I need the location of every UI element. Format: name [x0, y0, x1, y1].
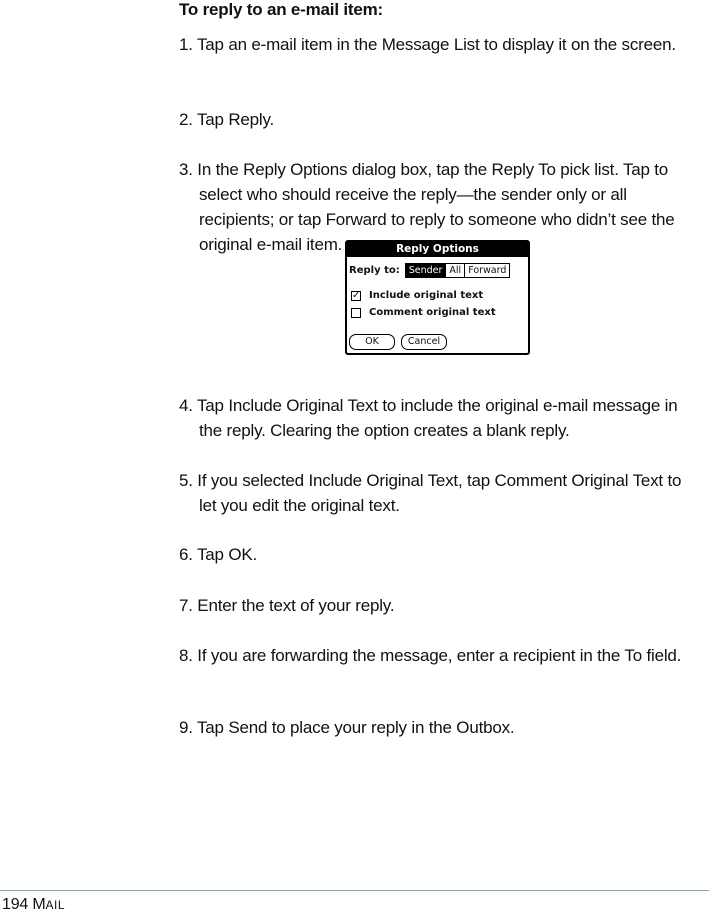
comment-original-label: Comment original text [369, 307, 496, 318]
step-2: 2. Tap Reply. [179, 110, 275, 129]
include-original-label: Include original text [369, 290, 484, 301]
step-7: 7. Enter the text of your reply. [179, 596, 395, 615]
step-8: 8. If you are forwarding the message, enter a recipient in the To field. [179, 646, 682, 665]
reply-options-dialog [345, 240, 530, 355]
section-initial: M [32, 896, 46, 913]
comment-original-checkbox[interactable] [351, 308, 361, 318]
reply-to-picker[interactable] [405, 263, 511, 278]
step-1: 1. Tap an e-mail item in the Message List to display it on the screen. [179, 35, 676, 54]
step-9: 9. Tap Send to place your reply in the Outbox. [179, 718, 515, 737]
reply-to-row [349, 263, 510, 278]
section-name [32, 896, 65, 913]
comment-original-row[interactable] [351, 307, 496, 318]
include-original-checkbox[interactable]: ✓ [352, 289, 361, 301]
option-all[interactable]: All [445, 264, 464, 277]
page-footer [2, 896, 65, 914]
footer-rule [0, 890, 709, 891]
step-6: 6. Tap OK. [179, 545, 258, 564]
step-4: 4. Tap Include Original Text to include the original e-mail message in the reply. Clearing the option creates a blank reply. [179, 396, 678, 440]
option-forward[interactable]: Forward [464, 264, 509, 277]
step-5: 5. If you selected Include Original Text, tap Comment Original Text to let you edit the original text. [179, 471, 682, 515]
dialog-title: Reply Options [347, 242, 528, 257]
section-heading: To reply to an e-mail item: [179, 0, 383, 19]
cancel-button[interactable]: Cancel [401, 334, 447, 350]
reply-to-label: Reply to: [349, 265, 400, 276]
step-3: 3. In the Reply Options dialog box, tap the Reply To pick list. Tap to select who should receive the reply—the sender only or all recipients; or tap Forward to reply to someone who didn’t see the original e-mail item. [179, 160, 675, 254]
page-number: 194 [2, 896, 29, 913]
section-rest: AIL [45, 898, 66, 912]
ok-button[interactable]: OK [349, 334, 395, 350]
option-sender[interactable]: Sender [406, 264, 446, 277]
include-original-row[interactable] [351, 290, 483, 301]
